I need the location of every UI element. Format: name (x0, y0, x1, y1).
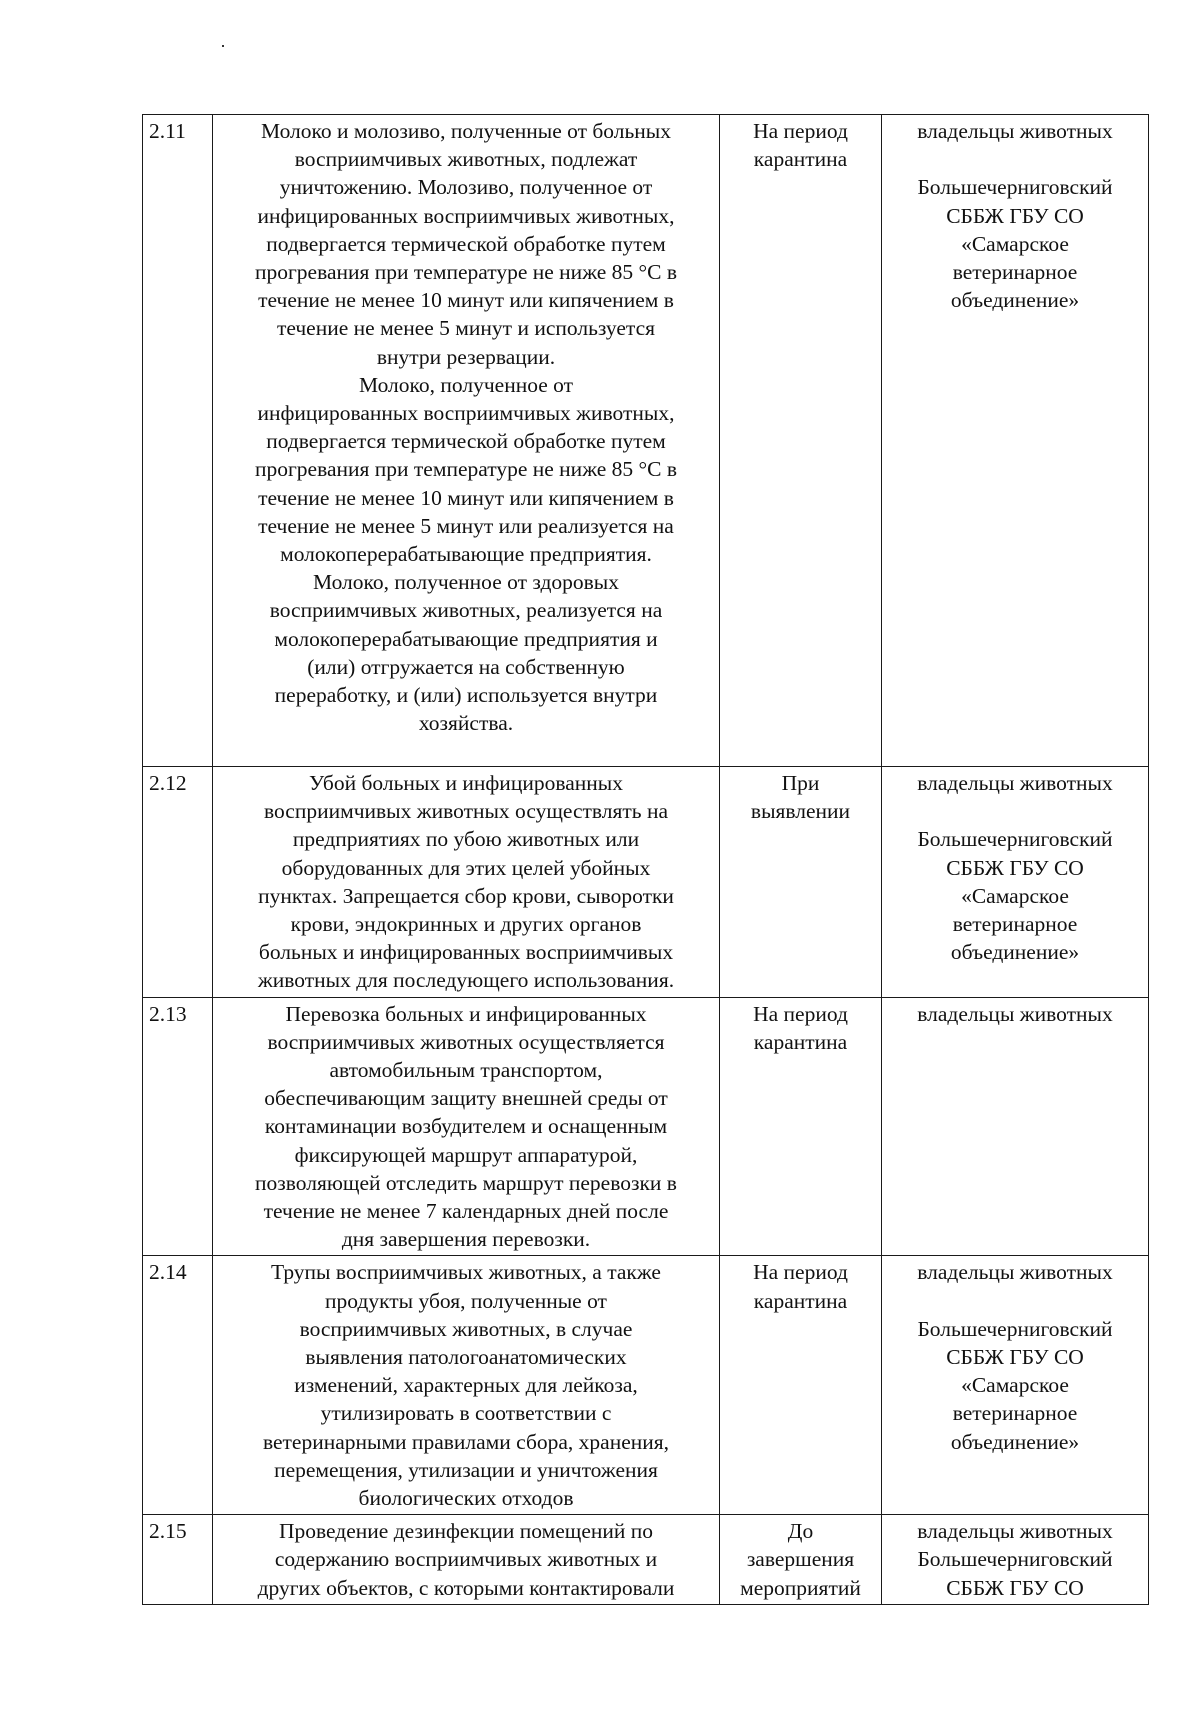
table-row (143, 1515, 1149, 1605)
measure-responsible (882, 997, 1149, 1256)
measure-responsible-line: владельцы животных (917, 1260, 1113, 1285)
measure-responsible-line: объединение» (950, 288, 1080, 313)
row-number: 2.11 (143, 115, 213, 767)
measure-responsible-line: объединение» (950, 1429, 1080, 1454)
measure-term-line: карантина (753, 147, 848, 172)
measure-responsible-line: СББЖ ГБУ СО (946, 1575, 1084, 1600)
measure-description-line: молокоперерабатывающие предприятия. (280, 542, 652, 567)
measure-term (720, 1515, 882, 1605)
measure-responsible-line: владельцы животных (917, 1519, 1113, 1544)
measure-description (213, 1515, 720, 1605)
measure-description-line: ветеринарными правилами сбора, хранения, (262, 1429, 670, 1454)
row-number: 2.15 (143, 1515, 213, 1605)
measure-description-line: животных для последующего использования. (257, 968, 675, 993)
measure-description-line: прогревания при температуре не ниже 85 °С в (254, 457, 678, 482)
measure-term (720, 997, 882, 1256)
measure-responsible-line: ветеринарное (952, 1401, 1078, 1426)
measure-term-line: выявлении (750, 799, 851, 824)
measure-description-line: пунктах. Запрещается сбор крови, сыворотки (258, 883, 674, 908)
table-row (143, 1256, 1149, 1515)
measure-description-line: других объектов, с которыми контактировали (257, 1575, 675, 1600)
measure-description-line: течение не менее 5 минут и используется (276, 316, 656, 341)
measure-term-line: При (781, 771, 820, 795)
measure-responsible-line: объединение» (950, 940, 1080, 965)
measure-responsible-line: СББЖ ГБУ СО (946, 1345, 1084, 1370)
measure-description-line: восприимчивых животных осуществлять на (263, 799, 669, 824)
measure-description-line: Проведение дезинфекции помещений по (278, 1519, 654, 1544)
measure-description-line: позволяющей отследить маршрут перевозки в (255, 1170, 677, 1195)
measure-description-line: восприимчивых животных, в случае (299, 1316, 633, 1341)
measure-description-line: крови, эндокринных и других органов (290, 912, 642, 937)
measure-responsible-line: «Самарское (961, 1373, 1069, 1398)
measure-description-line: хозяйства. (418, 711, 514, 736)
measure-responsible (882, 115, 1149, 767)
measure-description (213, 767, 720, 998)
measure-description-line: восприимчивых животных осуществляется (267, 1029, 665, 1054)
measure-description-line: Молоко, полученное от здоровых (312, 570, 619, 595)
measure-description-line: восприимчивых животных, подлежат (294, 147, 638, 172)
measure-description-line: течение не менее 10 минут или кипячением в (258, 288, 674, 313)
measure-description-line: больных и инфицированных восприимчивых (258, 940, 674, 965)
table-row (143, 767, 1149, 998)
measure-responsible-line: владельцы животных (917, 771, 1113, 795)
measure-description-line: дня завершения перевозки. (341, 1227, 591, 1252)
measure-responsible-line: «Самарское (961, 883, 1069, 908)
measure-description-line: биологических отходов (358, 1486, 574, 1511)
measure-responsible-line: СББЖ ГБУ СО (946, 855, 1084, 880)
measure-responsible-line: «Самарское (961, 231, 1069, 256)
measure-description-line: инфицированных восприимчивых животных, (257, 203, 675, 228)
measure-description (213, 115, 720, 767)
measure-description-line: (или) отгружается на собственную (307, 654, 625, 679)
measure-description-line: прогревания при температуре не ниже 85 °С в (254, 260, 678, 285)
measure-description-line: уничтожению. Молозиво, полученное от (279, 175, 653, 200)
measure-responsible (882, 1515, 1149, 1605)
measure-responsible-line: Большечерниговский (917, 1547, 1113, 1572)
measure-term (720, 115, 882, 767)
measure-description-line: перемещения, утилизации и уничтожения (274, 1457, 658, 1482)
measure-term-line: На период (753, 1001, 848, 1026)
measure-description-line: восприимчивых животных, реализуется на (269, 598, 663, 623)
measure-responsible-line (888, 1287, 1142, 1315)
measure-responsible-line: ветеринарное (952, 912, 1078, 936)
row-number: 2.12 (143, 767, 213, 998)
measure-term-line: На период (753, 119, 848, 143)
measure-description-line: содержанию восприимчивых животных и (274, 1547, 658, 1572)
row-number: 2.13 (143, 997, 213, 1256)
table-row (143, 115, 1149, 767)
measure-description (213, 1256, 720, 1515)
measure-responsible-line: Большечерниговский (917, 1316, 1113, 1341)
measure-description-line: оборудованных для этих целей убойных (281, 855, 651, 880)
measure-description-line: Убой больных и инфицированных (309, 771, 623, 795)
measure-term-line: На период (753, 1260, 848, 1285)
measure-term-line: До (787, 1519, 814, 1544)
measure-description-line: Трупы восприимчивых животных, а также (271, 1260, 661, 1285)
measure-term-line: карантина (753, 1288, 848, 1313)
measure-description-line: выявления патологоанатомических (305, 1345, 627, 1370)
measure-description-line: течение не менее 7 календарных дней после (263, 1199, 669, 1224)
measure-responsible-line (888, 145, 1142, 173)
measure-description-line: внутри резервации. (376, 344, 556, 369)
measure-description-line: обеспечивающим защиту внешней среды от (264, 1086, 668, 1111)
table-row (143, 997, 1149, 1256)
measure-term (720, 1256, 882, 1515)
measure-description-line: подвергается термической обработке путем (266, 429, 666, 454)
measure-description-line: инфицированных восприимчивых животных, (257, 401, 675, 426)
measure-term-line: завершения (746, 1547, 855, 1572)
measure-responsible-line: СББЖ ГБУ СО (946, 203, 1084, 228)
measure-responsible-line: Большечерниговский (917, 827, 1113, 852)
measures-table (142, 114, 1149, 1605)
measure-responsible-line: владельцы животных (917, 119, 1113, 143)
measure-description-line: изменений, характерных для лейкоза, (294, 1373, 638, 1398)
measure-description-line: утилизировать в соответствии с (320, 1401, 612, 1426)
measure-term-line: мероприятий (740, 1575, 861, 1600)
measure-description (213, 997, 720, 1256)
measure-responsible (882, 767, 1149, 998)
measure-term-line: карантина (753, 1029, 848, 1054)
measure-responsible (882, 1256, 1149, 1515)
measures-table-body (143, 115, 1149, 1605)
measure-description-line: фиксирующей маршрут аппаратурой, (294, 1142, 638, 1167)
measure-description-line: предприятиях по убою животных или (292, 827, 640, 852)
measure-description-line: подвергается термической обработке путем (266, 231, 666, 256)
measure-description-line: контаминации возбудителем и оснащенным (264, 1114, 668, 1139)
measure-description-line: автомобильным транспортом, (329, 1058, 603, 1083)
measure-description-line: Перевозка больных и инфицированных (285, 1001, 647, 1026)
measure-responsible-line: Большечерниговский (917, 175, 1113, 200)
measure-description-line: продукты убоя, полученные от (325, 1288, 607, 1313)
measure-responsible-line: ветеринарное (952, 260, 1078, 284)
measure-term (720, 767, 882, 998)
measure-description-line: молокоперерабатывающие предприятия и (274, 626, 658, 651)
measure-description-line: Молоко и молозиво, полученные от больных (260, 119, 671, 143)
measure-responsible-line: владельцы животных (917, 1001, 1113, 1026)
measure-description-line: течение не менее 5 минут или реализуется на (258, 513, 674, 538)
measure-description-line: переработку, и (или) используется внутри (274, 683, 658, 708)
measure-description-line: течение не менее 10 минут или кипячением в (258, 485, 674, 510)
scan-speck (222, 45, 224, 47)
row-number: 2.14 (143, 1256, 213, 1515)
measure-description-line: Молоко, полученное от (359, 372, 573, 397)
measure-responsible-line (888, 797, 1142, 825)
